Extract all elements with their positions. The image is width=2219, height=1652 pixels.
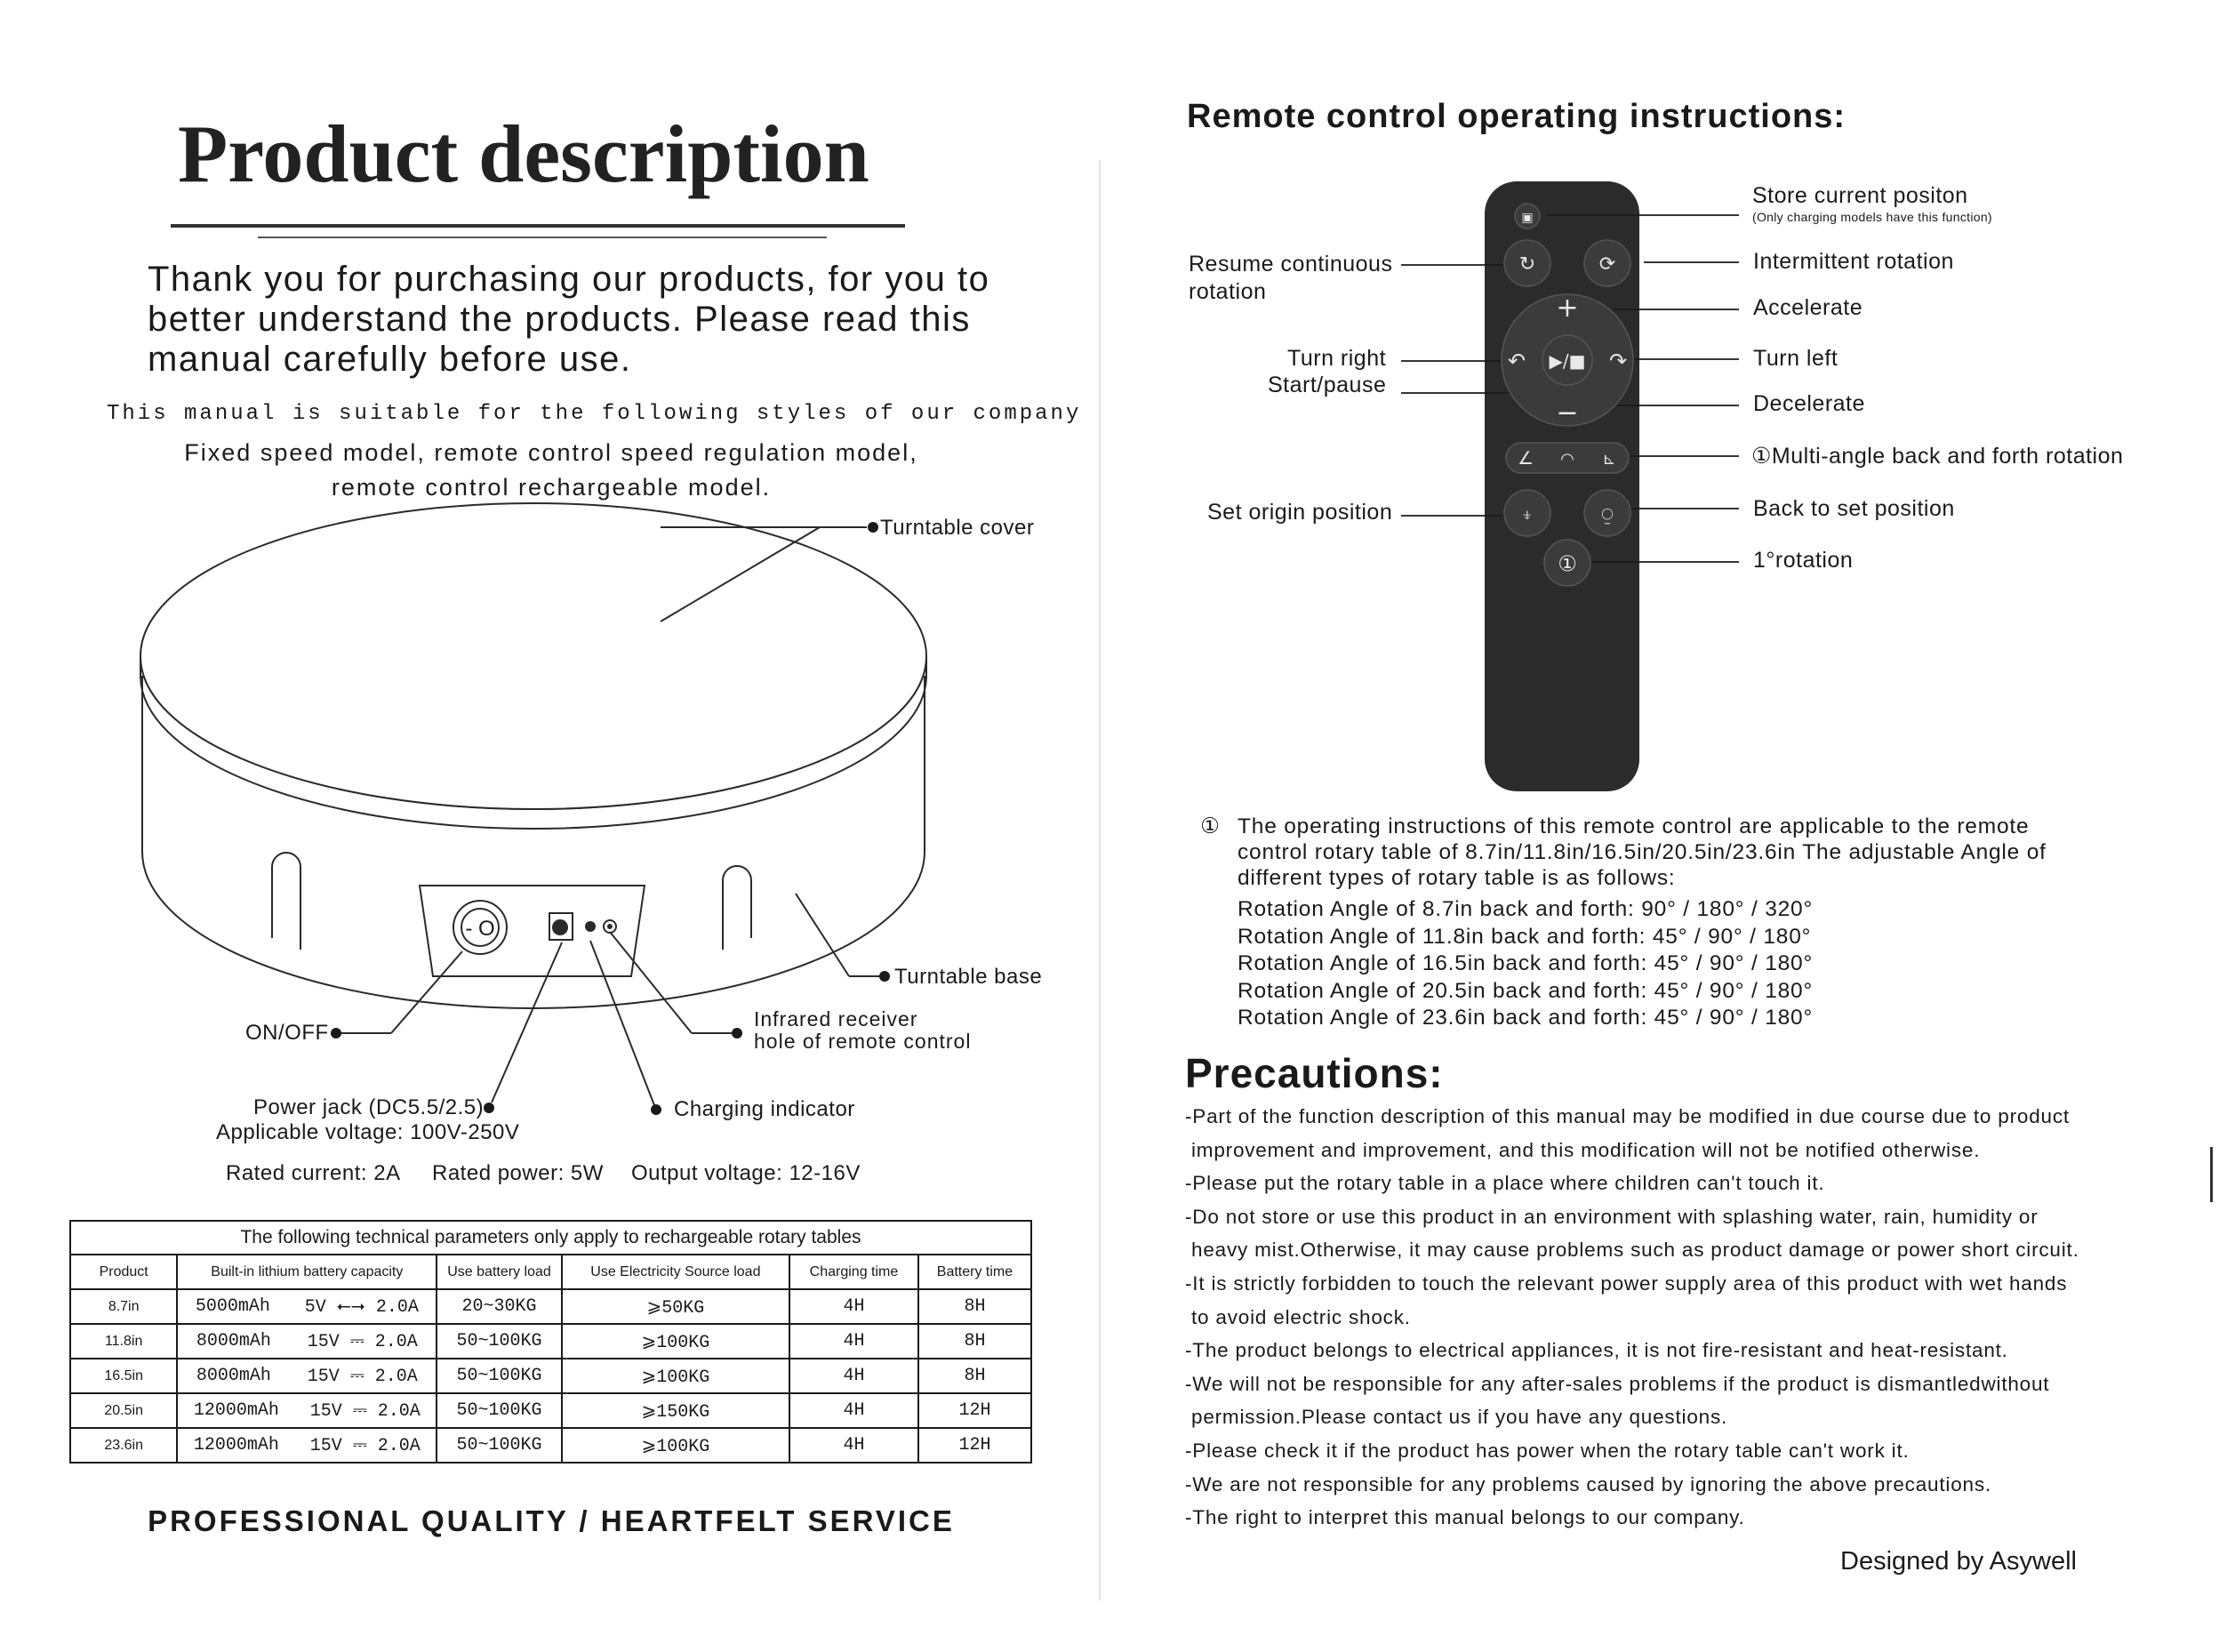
base-dot (879, 971, 890, 982)
models-line-1: Fixed speed model, remote control speed regulation model, (184, 439, 918, 466)
note-marker: ① (1200, 814, 1221, 838)
label-start-pause: Start/pause (1268, 373, 1387, 397)
cell-source-load: ⩾100KG (562, 1428, 789, 1463)
note-text: The operating instructions of this remote control are applicable to the remote control rotary table of 8.7in/11.8in/16.5in/20.5in/23.6in The adjustable Angle of different types of rotary table is as follows: (1238, 814, 2047, 890)
table-caption: The following technical parameters only apply to rechargeable rotary tables (70, 1221, 1031, 1255)
label-turntable-cover: Turntable cover (880, 516, 1035, 540)
dc-symbol-icon: ⎓ (349, 1366, 364, 1387)
list-item: Rotation Angle of 20.5in back and forth: 45° / 90° / 180° (1238, 978, 1814, 1003)
cell-capacity: 8000mAh 15V ⎓ 2.0A (177, 1359, 437, 1393)
base-pointer (796, 894, 849, 976)
indicator-dot (651, 1104, 661, 1115)
intermittent-icon: ⟳ (1598, 253, 1616, 276)
header-charging-time: Charging time (789, 1255, 918, 1289)
cell-product: 20.5in (70, 1393, 177, 1428)
intro-text: Thank you for purchasing our products, for you to better understand the products. Please read this manual carefully before use. (148, 260, 990, 379)
designed-by: Designed by Asywell (1840, 1547, 2077, 1576)
cell-source-load: ⩾100KG (562, 1359, 789, 1393)
infrared-dot (732, 1028, 742, 1039)
precaution-line: -We will not be responsible for any after-sales problems if the product is dismantledwithout (1185, 1372, 2050, 1395)
cell-charging: 4H (789, 1428, 918, 1463)
cover-dot (868, 522, 878, 533)
precaution-line: -Do not store or use this product in an environment with splashing water, rain, humidity or (1185, 1205, 2039, 1228)
cell-battery-load: 50~100KG (437, 1393, 561, 1428)
rated-current: Rated current: 2A (226, 1161, 401, 1185)
cell-product: 8.7in (70, 1289, 177, 1324)
label-one-degree: 1°rotation (1753, 548, 1854, 573)
plus-icon: + (1556, 293, 1579, 324)
label-intermittent: Intermittent rotation (1753, 249, 1954, 274)
cell-battery-load: 50~100KG (437, 1428, 561, 1463)
cell-capacity: 8000mAh 15V ⎓ 2.0A (177, 1324, 437, 1359)
play-pause-icon: ▶/■ (1549, 350, 1586, 372)
dc-symbol-icon: ⎓ (352, 1400, 367, 1422)
turntable-diagram (0, 0, 1099, 1174)
header-product: Product (70, 1255, 177, 1289)
precaution-line: -The right to interpret this manual belongs to our company. (1185, 1506, 1745, 1529)
list-item: Rotation Angle of 16.5in back and forth: 45° / 90° / 180° (1238, 951, 1814, 975)
turntable-cover (140, 503, 926, 809)
label-decelerate: Decelerate (1753, 391, 1865, 416)
cell-charging: 4H (789, 1359, 918, 1393)
header-capacity: Built-in lithium battery capacity (177, 1255, 437, 1289)
resume-line-1: Resume continuous (1189, 252, 1393, 277)
save-icon: ▣ (1521, 211, 1534, 225)
label-on-off: ON/OFF (245, 1021, 329, 1045)
cell-source-load: ⩾100KG (562, 1324, 789, 1359)
power-jack-hole (552, 919, 568, 935)
table-row (70, 1289, 1031, 1324)
footer-slogan: PROFESSIONAL QUALITY / HEARTFELT SERVICE (148, 1504, 955, 1537)
cell-battery-time: 12H (918, 1393, 1031, 1428)
label-resume (1189, 251, 1392, 306)
cell-battery-load: 50~100KG (437, 1359, 561, 1393)
label-store-position: Store current positon (1752, 183, 1968, 208)
label-applicable-voltage: Applicable voltage: 100V-250V (216, 1120, 520, 1144)
switch-symbol: - O (465, 917, 495, 941)
remote-section-title: Remote control operating instructions: (1187, 98, 1846, 135)
jack-dot (484, 1103, 494, 1113)
label-accelerate: Accelerate (1753, 295, 1863, 320)
cell-product: 16.5in (70, 1359, 177, 1393)
list-item: Rotation Angle of 23.6in back and forth: 45° / 90° / 180° (1238, 1006, 1814, 1030)
resume-line-2: rotation (1189, 279, 1267, 304)
one-degree-icon: ① (1558, 551, 1577, 576)
angle-icon: ∠ (1518, 447, 1534, 469)
precaution-line: -Part of the function description of this manual may be modified in due course due to product (1185, 1105, 2070, 1127)
output-voltage: Output voltage: 12-16V (631, 1161, 861, 1185)
precaution-line: -Please put the rotary table in a place where children can't touch it. (1185, 1172, 1825, 1195)
resume-icon: ↻ (1518, 253, 1536, 276)
cell-charging: 4H (789, 1289, 918, 1324)
origin-icon: ⍖ (1521, 504, 1534, 526)
usb-icon: ⭠⭢ (336, 1296, 365, 1318)
infrared-line-1: Infrared receiver (754, 1007, 918, 1030)
label-multi-angle: ①Multi-angle back and forth rotation (1751, 444, 2124, 469)
cell-battery-time: 8H (918, 1289, 1031, 1324)
label-store-note: (Only charging models have this function) (1752, 210, 1992, 224)
table-row (70, 1428, 1031, 1463)
rotate-left-icon: ↷ (1608, 349, 1628, 373)
cell-battery-time: 12H (918, 1428, 1031, 1463)
cell-battery-load: 50~100KG (437, 1324, 561, 1359)
precaution-line: -We are not responsible for any problems caused by ignoring the above precautions. (1185, 1472, 1991, 1496)
table-row (70, 1359, 1031, 1393)
cell-charging: 4H (789, 1393, 918, 1428)
precautions-title: Precautions: (1185, 1050, 1444, 1096)
onoff-dot (331, 1028, 341, 1039)
page-edge-mark (2210, 1147, 2213, 1202)
cell-battery-load: 20~30KG (437, 1289, 561, 1324)
applies-line: This manual is suitable for the following styles of our company (107, 402, 1082, 426)
table-row (70, 1393, 1031, 1428)
jack-pointer (492, 942, 562, 1103)
label-turn-right: Turn right (1287, 346, 1387, 371)
indicator-pointer (590, 941, 654, 1105)
precaution-line: to avoid electric shock. (1191, 1305, 1411, 1328)
right-foot-slot (723, 866, 751, 950)
cell-battery-time: 8H (918, 1359, 1031, 1393)
label-turntable-base: Turntable base (894, 965, 1043, 989)
label-charging-indicator: Charging indicator (674, 1097, 855, 1121)
header-source-load: Use Electricity Source load (562, 1255, 789, 1289)
dc-symbol-icon: ⎓ (349, 1331, 364, 1352)
list-item: Rotation Angle of 8.7in back and forth: 90° / 180° / 320° (1238, 897, 1814, 921)
cell-capacity: 12000mAh 15V ⎓ 2.0A (177, 1393, 437, 1428)
precaution-line: heavy mist.Otherwise, it may cause problems such as product damage or power short circuit. (1191, 1239, 2079, 1262)
applicability-note (1200, 814, 2089, 891)
left-foot-slot (272, 853, 300, 950)
minus-icon: − (1556, 397, 1579, 429)
cell-source-load: ⩾150KG (562, 1393, 789, 1428)
precaution-line: -Please check it if the product has power when the rotary table can't work it. (1185, 1439, 1910, 1462)
fan-angle-icon: ◠ (1560, 450, 1574, 469)
table-row (70, 1324, 1031, 1359)
precautions-list (1185, 1100, 2199, 1535)
flat-angle-icon: ⊾ (1602, 450, 1616, 469)
precaution-line: -It is strictly forbidden to touch the relevant power supply area of this product with wet hands (1185, 1271, 2068, 1295)
dc-symbol-icon: ⎓ (352, 1435, 367, 1456)
precaution-line: permission.Please contact us if you have any questions. (1191, 1406, 1728, 1429)
precaution-line: -The product belongs to electrical appliances, it is not fire-resistant and heat-resistant. (1185, 1339, 2008, 1362)
label-infrared (754, 1008, 971, 1053)
cell-source-load: ⩾50KG (562, 1289, 789, 1324)
infrared-pointer (610, 932, 692, 1033)
label-set-origin: Set origin position (1207, 500, 1393, 525)
cell-battery-time: 8H (918, 1324, 1031, 1359)
cell-product: 23.6in (70, 1428, 177, 1463)
cell-product: 11.8in (70, 1324, 177, 1359)
return-icon: ⍜ (1601, 504, 1614, 526)
rotation-angle-list (1238, 896, 1813, 1032)
table-header-row (70, 1255, 1031, 1289)
header-battery-time: Battery time (918, 1255, 1031, 1289)
label-back-to-set: Back to set position (1753, 496, 1955, 521)
label-turn-left: Turn left (1753, 346, 1838, 371)
rated-power: Rated power: 5W (432, 1161, 604, 1185)
spec-table (69, 1220, 1032, 1464)
page-title: Product description (178, 108, 869, 199)
charging-indicator-led (585, 921, 596, 932)
infrared-line-2: hole of remote control (754, 1030, 972, 1053)
models-line-2: remote control rechargeable model. (331, 474, 772, 501)
label-power-jack: Power jack (DC5.5/2.5) (253, 1095, 485, 1119)
cell-capacity: 5000mAh 5V ⭠⭢ 2.0A (177, 1289, 437, 1324)
onoff-pointer (391, 951, 462, 1033)
cell-charging: 4H (789, 1324, 918, 1359)
rotate-right-icon: ↶ (1507, 349, 1526, 373)
list-item: Rotation Angle of 11.8in back and forth: 45° / 90° / 180° (1238, 924, 1812, 949)
header-battery-load: Use battery load (437, 1255, 561, 1289)
precaution-line: improvement and improvement, and this modification will not be notified otherwise. (1191, 1138, 1981, 1161)
cell-capacity: 12000mAh 15V ⎓ 2.0A (177, 1428, 437, 1463)
